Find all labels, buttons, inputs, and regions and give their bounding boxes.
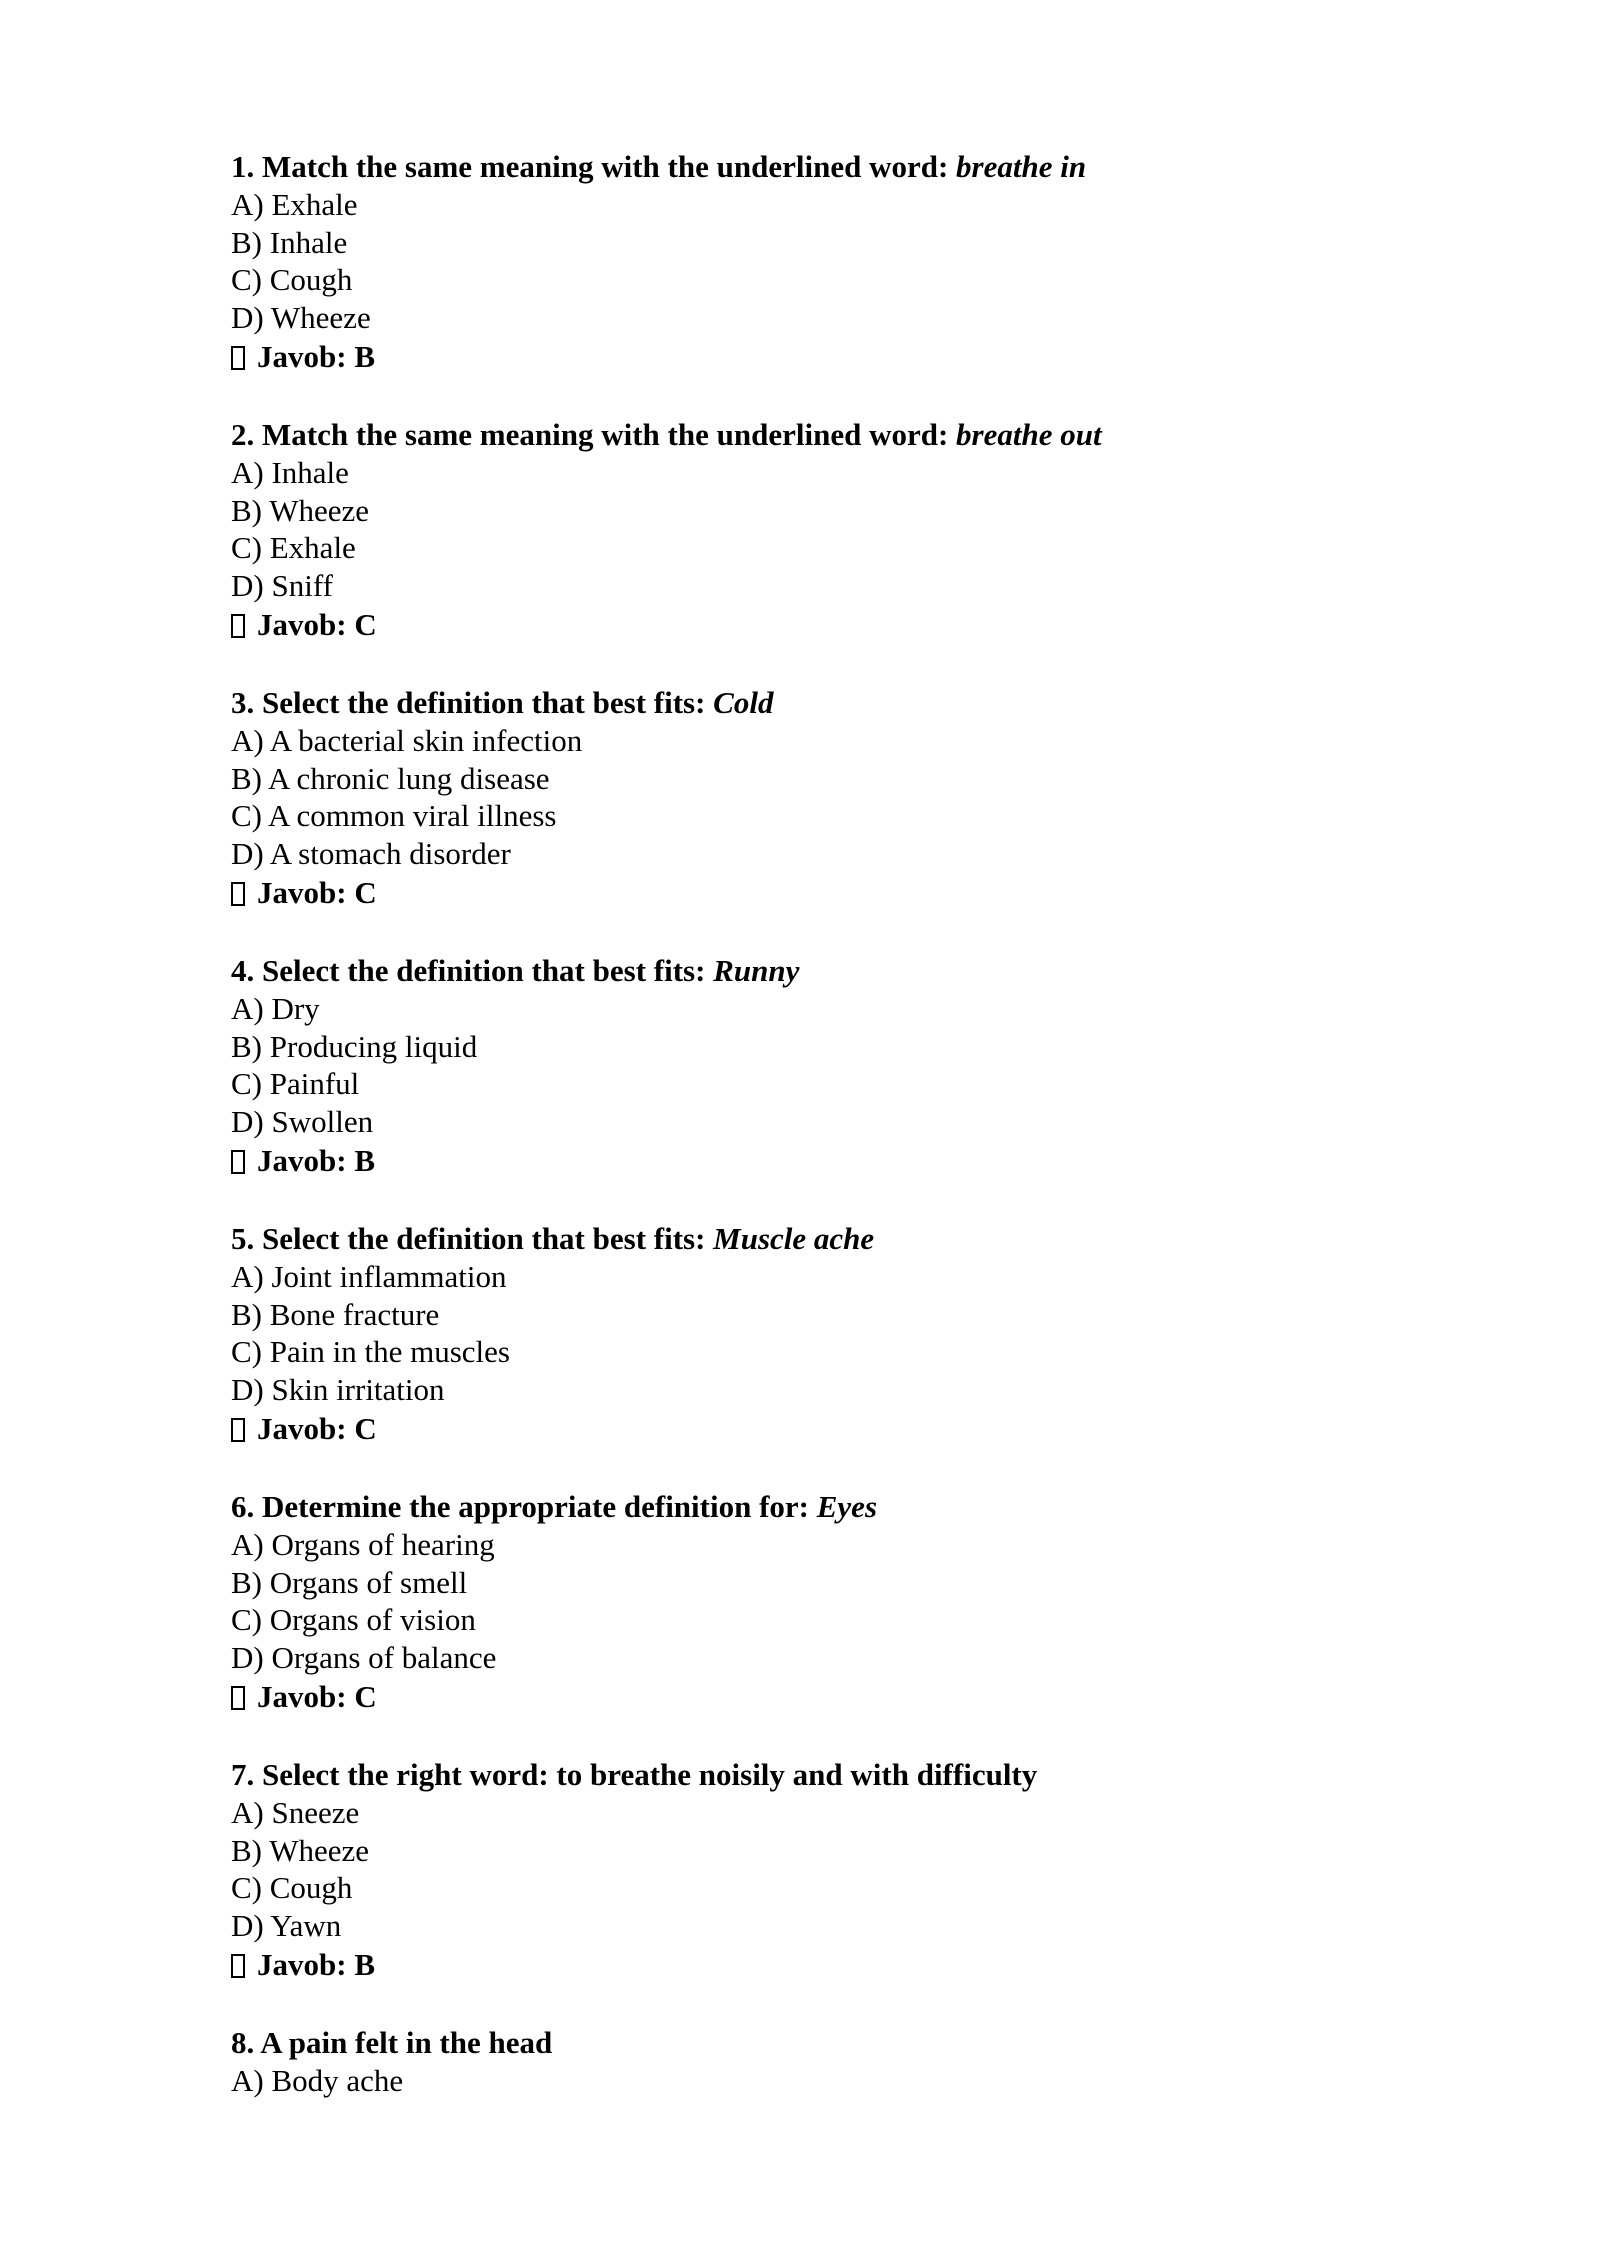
question-block [231, 2024, 1431, 2100]
question-spacer [231, 914, 1431, 952]
answer-key-text: Javob: C [257, 1411, 377, 1446]
answer-key [231, 1944, 1431, 1986]
answer-key [231, 604, 1431, 646]
question-prompt: 2. Match the same meaning with the underlined word: [231, 417, 957, 452]
question-term: Eyes [816, 1489, 878, 1524]
question-heading [231, 684, 1431, 722]
quiz-document [231, 148, 1431, 2100]
question-spacer [231, 1182, 1431, 1220]
question-heading [231, 1220, 1431, 1258]
question-prompt: 7. Select the right word: to breathe noisily and with difficulty [231, 1757, 1038, 1792]
question-term: breathe out [956, 417, 1102, 452]
question-term: breathe in [956, 149, 1087, 184]
question-prompt: 6. Determine the appropriate definition for: [231, 1489, 817, 1524]
answer-key [231, 1676, 1431, 1718]
answer-option: D) Yawn [231, 1907, 342, 1943]
question-block [231, 684, 1431, 914]
answer-key-text: Javob: C [257, 1679, 377, 1714]
question-spacer [231, 378, 1431, 416]
answer-option: C) Cough [231, 262, 353, 297]
question-term: Muscle ache [713, 1221, 875, 1256]
answer-option: A) Joint inflammation [231, 1259, 507, 1294]
question-spacer [231, 1986, 1431, 2024]
question-block [231, 416, 1431, 646]
question-block [231, 1756, 1431, 1986]
answer-option: D) Swollen [231, 1103, 374, 1139]
missing-glyph-box-icon [231, 1954, 245, 1978]
question-term: Runny [713, 953, 800, 988]
answer-key-text: Javob: B [257, 1947, 375, 1982]
answer-option: D) Sniff [231, 567, 333, 603]
missing-glyph-box-icon [231, 1686, 245, 1710]
answer-option: C) Painful [231, 1066, 360, 1101]
answer-option: B) A chronic lung disease [231, 760, 550, 796]
answer-option: B) Producing liquid [231, 1028, 478, 1064]
question-term: Cold [713, 685, 774, 720]
question-block [231, 952, 1431, 1182]
question-prompt: 3. Select the definition that best fits: [231, 685, 714, 720]
question-prompt: 5. Select the definition that best fits: [231, 1221, 714, 1256]
answer-option: C) Exhale [231, 530, 356, 565]
question-heading [231, 416, 1431, 454]
answer-option: D) Organs of balance [231, 1639, 497, 1675]
question-prompt: 8. A pain felt in the head [231, 2025, 553, 2060]
answer-option: A) A bacterial skin infection [231, 723, 583, 758]
missing-glyph-box-icon [231, 882, 245, 906]
answer-option: A) Inhale [231, 455, 349, 490]
answer-option: A) Sneeze [231, 1795, 360, 1830]
missing-glyph-box-icon [231, 346, 245, 370]
answer-key [231, 872, 1431, 914]
answer-option: B) Organs of smell [231, 1564, 468, 1600]
question-block [231, 1488, 1431, 1718]
answer-option: C) Cough [231, 1870, 353, 1905]
answer-option: C) Organs of vision [231, 1602, 476, 1637]
question-prompt: 4. Select the definition that best fits: [231, 953, 714, 988]
question-heading [231, 2024, 1431, 2062]
missing-glyph-box-icon [231, 1418, 245, 1442]
answer-option: B) Wheeze [231, 492, 369, 528]
question-spacer [231, 1450, 1431, 1488]
answer-option: B) Wheeze [231, 1832, 369, 1868]
answer-option: B) Inhale [231, 224, 348, 260]
answer-option: D) Skin irritation [231, 1371, 445, 1407]
question-block [231, 148, 1431, 378]
question-heading [231, 1488, 1431, 1526]
answer-option: C) A common viral illness [231, 798, 557, 833]
answer-option: A) Organs of hearing [231, 1527, 495, 1562]
answer-option: D) A stomach disorder [231, 835, 511, 871]
answer-key-text: Javob: B [257, 1143, 375, 1178]
question-spacer [231, 646, 1431, 684]
answer-option: B) Bone fracture [231, 1296, 440, 1332]
answer-option: A) Body ache [231, 2063, 404, 2098]
question-heading [231, 148, 1431, 186]
missing-glyph-box-icon [231, 1150, 245, 1174]
question-heading [231, 952, 1431, 990]
missing-glyph-box-icon [231, 614, 245, 638]
answer-key-text: Javob: B [257, 339, 375, 374]
answer-key [231, 1140, 1431, 1182]
question-prompt: 1. Match the same meaning with the underlined word: [231, 149, 957, 184]
question-block [231, 1220, 1431, 1450]
answer-option: D) Wheeze [231, 299, 371, 335]
answer-key [231, 1408, 1431, 1450]
answer-key [231, 336, 1431, 378]
answer-key-text: Javob: C [257, 607, 377, 642]
question-spacer [231, 1718, 1431, 1756]
question-heading [231, 1756, 1431, 1794]
answer-key-text: Javob: C [257, 875, 377, 910]
answer-option: C) Pain in the muscles [231, 1334, 510, 1369]
answer-option: A) Exhale [231, 187, 358, 222]
answer-option: A) Dry [231, 991, 320, 1026]
